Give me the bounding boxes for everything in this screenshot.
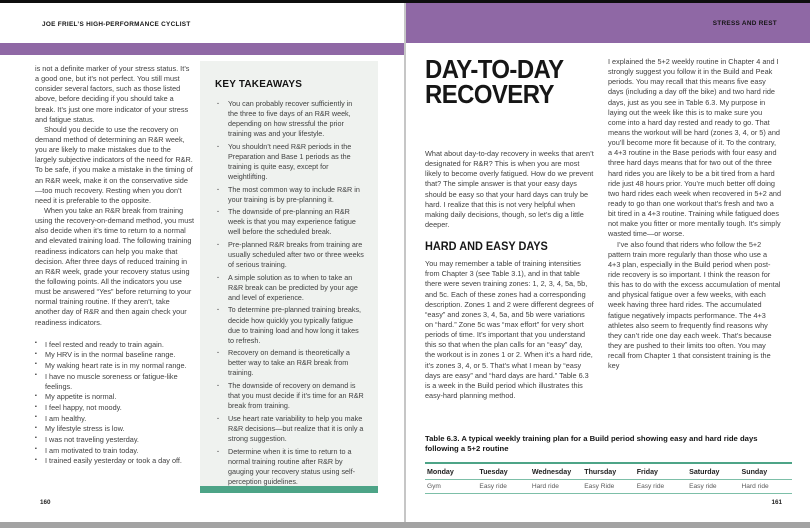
list-item: ▪ I feel rested and ready to train again. bbox=[35, 340, 194, 350]
list-item: · Recovery on demand is theoretically a better way to take an R&R break from training. bbox=[215, 348, 364, 378]
paragraph: I’ve also found that riders who follow the 5+2 pattern train more regularly than those who use a 4+3 plan, especially in the Build period when post-ride recovery is so important. I think the reason for this has to do with the excess accumulation of mental and physical fatigue over a few weeks, with each week having three hard rides. The accumulated fatigue negatively impacts performance. The 4+3 athletes also seem to frequently find reasons why they can’t ride one day each week. That’s because they are pushed to their limits too often. You may recall from Chapter 1 that consistent training is the key bbox=[608, 239, 781, 371]
training-table-block bbox=[425, 434, 792, 494]
key-takeaways-title: KEY TAKEAWAYS bbox=[215, 78, 303, 90]
list-item: ▪ I was not traveling yesterday. bbox=[35, 435, 194, 445]
list-item: ▪ I have no muscle soreness or fatigue-like feelings. bbox=[35, 372, 194, 392]
page-number-left: 160 bbox=[40, 499, 51, 506]
paragraph: You may remember a table of training intensities from Chapter 3 (see Table 3.1), and in that table there were seven training zones: 1, 2, 3, 4, 5a, 5b, and 5c. Each of these zones had a corresponding description. Zones 1 and 2 were different degrees of “easy” and zones 3, 4, 5a, and 5b were variations on “hard.” Zone 5c was “max effort” for very short periods of time. It’s important that you understand this so that when the plan calls for an “easy” day, the workout is in zones 1 or 2. When it’s a hard ride, it’s zones 3, 4, or 5. That’s what I mean by “easy days are easy” and “hard days are hard.” Table 6.3 is a week in the Build period which illustrates this easy-hard planning method. bbox=[425, 259, 594, 400]
left-page-body-column bbox=[35, 64, 194, 467]
list-item: · You can probably recover sufficiently in the three to five days of an R&R week, depending on how stressful the prior training was and your lifestyle. bbox=[215, 99, 364, 139]
list-item: ▪ My HRV is in the normal baseline range. bbox=[35, 350, 194, 360]
weekly-training-table bbox=[425, 462, 792, 494]
list-item: · The downside of pre-planning an R&R week is that you may experience fatigue well before the scheduled break. bbox=[215, 207, 364, 237]
list-item: · To determine pre-planned training breaks, decide how quickly you typically fatigue due to training load and how long it takes to refresh. bbox=[215, 305, 364, 345]
list-item: · Pre-planned R&R breaks from training are usually scheduled after two or three weeks of serious training. bbox=[215, 240, 364, 270]
column-header: Saturday bbox=[687, 463, 739, 480]
section-heading: HARD AND EASY DAYS bbox=[425, 241, 548, 254]
paragraph: What about day-to-day recovery in weeks that aren’t designated for R&R? This is when you are most likely to become overly fatigued. How do we prevent that? The simple answer is that your easy days should be easy so that your hard days can truly be hard. I realize that this is not very helpful when making daily decisions, though, so let’s dig a little deeper. bbox=[425, 149, 594, 229]
table-caption: Table 6.3. A typical weekly training plan for a Build period showing easy and hard ride days following a 5+2 routine bbox=[425, 434, 758, 454]
list-item: ▪ My waking heart rate is in my normal range. bbox=[35, 361, 194, 371]
table-cell: Easy ride bbox=[635, 479, 687, 493]
list-item: · Determine when it is time to return to a normal training routine after R&R by gauging your recovery status using self-perception guidelines. bbox=[215, 447, 364, 487]
table-cell: Easy ride bbox=[687, 479, 739, 493]
column-header: Monday bbox=[425, 463, 477, 480]
readiness-checklist bbox=[35, 340, 194, 467]
table-cell: Hard ride bbox=[740, 479, 792, 493]
list-item: · You shouldn’t need R&R periods in the Preparation and Base 1 periods as the training is quite easy, except for weightlifting. bbox=[215, 142, 364, 182]
table-row bbox=[425, 479, 792, 493]
list-item: · The downside of recovery on demand is that you must decide if it’s time for an R&R break from training. bbox=[215, 381, 364, 411]
column-header: Wednesday bbox=[530, 463, 582, 480]
list-item: ▪ My appetite is normal. bbox=[35, 392, 194, 402]
paragraph: Should you decide to use the recovery on demand method of determining an R&R week, you are likely to make mistakes due to the largely subjective indicators of the need for R&R. To be safe, if you make a mistake in the timing of an R&R week, make it on the conservative side—too much recovery. Resting when you don’t need it is preferable to the opposite. bbox=[35, 124, 193, 205]
table-cell: Gym bbox=[425, 479, 477, 493]
list-item: ▪ I am healthy. bbox=[35, 414, 194, 424]
right-page-column-2 bbox=[608, 57, 781, 371]
left-page bbox=[0, 0, 404, 528]
column-header: Tuesday bbox=[477, 463, 529, 480]
table-cell: Easy Ride bbox=[582, 479, 634, 493]
column-header: Friday bbox=[635, 463, 687, 480]
running-head-left: JOE FRIEL’S HIGH-PERFORMANCE CYCLIST bbox=[42, 21, 191, 28]
left-header-accent-band bbox=[0, 43, 404, 55]
chapter-title bbox=[425, 54, 564, 110]
table-cell: Easy ride bbox=[477, 479, 529, 493]
list-item: ▪ I trained easily yesterday or took a day off. bbox=[35, 456, 194, 466]
key-takeaways-list bbox=[215, 99, 364, 487]
right-page-column-1 bbox=[425, 149, 594, 401]
right-page bbox=[406, 0, 810, 528]
chapter-title-line-1: DAY-TO-DAY bbox=[425, 54, 564, 84]
list-item: · Use heart rate variability to help you make R&R decisions—but realize that it is only a strong suggestion. bbox=[215, 414, 364, 444]
column-header: Thursday bbox=[582, 463, 634, 480]
top-edge-bar bbox=[0, 0, 810, 3]
list-item: · The most common way to include R&R in your training is by pre-planning it. bbox=[215, 185, 364, 205]
list-item: ▪ I am motivated to train today. bbox=[35, 446, 194, 456]
running-head-right: STRESS AND REST bbox=[712, 20, 777, 27]
table-header-row bbox=[425, 463, 792, 480]
page-gutter bbox=[404, 0, 406, 528]
list-item: · A simple solution as to when to take an R&R break can be predicted by your age and level of experience. bbox=[215, 273, 364, 303]
paragraph: is not a definite marker of your stress status. It’s a good one, but it’s not perfect. You still must consider several factors, such as those listed above, before deciding if you should take a break. It’s just one more indicator of your stress and fatigue status. bbox=[35, 64, 190, 124]
key-takeaways-box bbox=[200, 61, 378, 493]
chapter-title-line-2: RECOVERY bbox=[425, 79, 554, 110]
page-number-right: 161 bbox=[771, 499, 782, 506]
table-cell: Hard ride bbox=[530, 479, 582, 493]
bottom-edge-bar bbox=[0, 522, 810, 528]
column-header: Sunday bbox=[740, 463, 792, 480]
paragraph: I explained the 5+2 weekly routine in Chapter 4 and I strongly suggest you follow it in the Build and Peak periods. You may recall that this means five easy days (including a day off the bike) and two hard ride days, just as you see in Table 6.3. My purpose in laying out the week like this is to make sure you come into a hard day rested and ready to go. That means the workout will be hard (zones 3, 4, or 5) and you’ll become more fit because of it. To the contrary, a 4+3 routine in the Base periods with four easy and three hard days means that for two out of the three hard rides you are likely to be a bit tired from a hard ride just 48 hours prior. You’re much better off doing two hard rides each week when recovered in 5+2 and ready to go than one workout that’s fresh and two a bit tired in a 4+3 routine. Training while fatigued does not make you fitter or more mentally tough. It’s simply wasted time—or worse. bbox=[608, 57, 781, 239]
paragraph: When you take an R&R break from training using the recovery-on-demand method, you must also decide when it’s time to return to a normal and elevated training load. The following training readiness indicators can help you make that decision. After three days of reduced training in an R&R week, grade your recovery status using the following points. All the indicators you use must be answered “Yes” before returning to your normal training routine. If they aren’t, take another day of R&R and then again check your readiness indicators. bbox=[35, 205, 194, 327]
list-item: ▪ I feel happy, not moody. bbox=[35, 403, 194, 413]
list-item: ▪ My lifestyle stress is low. bbox=[35, 424, 194, 434]
